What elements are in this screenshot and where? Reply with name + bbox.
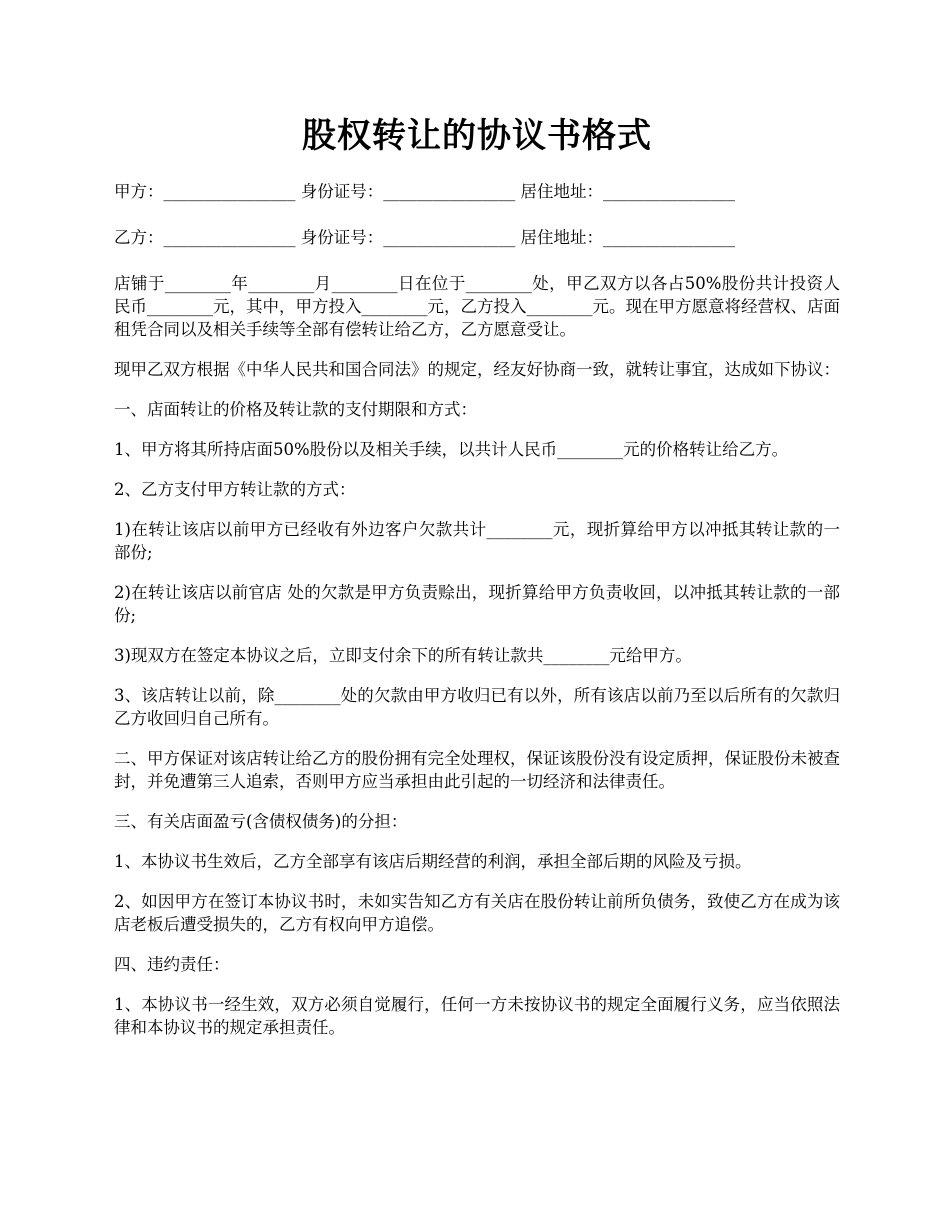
paragraph-agreement-basis: 现甲乙双方根据《中华人民共和国合同法》的规定，经友好协商一致，就转让事宜，达成如下协议： bbox=[114, 360, 840, 379]
section-heading-price-payment: 一、店面转让的价格及转让款的支付期限和方式： bbox=[114, 400, 477, 419]
clause-debt-ownership: 3、该店转让以前，除________处的欠款由甲方收归已有以外，所有该店以前乃至以后所有的欠款归乙方收回归自己所有。 bbox=[114, 686, 840, 728]
party-a-line: 甲方：________________ 身份证号：________________ 居住地址：________________ bbox=[114, 182, 735, 201]
clause-payment-method: 2、乙方支付甲方转让款的方式： bbox=[114, 480, 356, 499]
document-title: 股权转让的协议书格式 bbox=[302, 116, 652, 156]
subclause-credit-debts: 2)在转让该店以前官店 处的欠款是甲方负责赊出，现折算给甲方负责收回，以冲抵其转让款的一部份; bbox=[114, 583, 840, 625]
party-b-line: 乙方：________________ 身份证号：________________ 居住地址：________________ bbox=[114, 228, 735, 247]
paragraph-store-investment: 店铺于________年________月________日在位于________处，甲乙双方以各占50%股份共计投资人民币________元，其中，甲方投入________元，乙方投入________元。现在甲方愿意将经营权、店面租凭合同以及相关手续等全部有偿转让给乙方，乙方愿意受让。 bbox=[114, 274, 840, 339]
section-heading-profit-loss: 三、有关店面盈亏(含债权债务)的分担： bbox=[114, 812, 408, 831]
clause-undisclosed-debts: 2、如因甲方在签订本协议书时，未如实告知乙方有关店在股份转让前所负债务，致使乙方在成为该店老板后遭受损失的，乙方有权向甲方追偿。 bbox=[114, 892, 840, 934]
clause-breach-liability: 1、本协议书一经生效，双方必须自觉履行，任何一方未按协议书的规定全面履行义务，应当依照法律和本协议书的规定承担责任。 bbox=[114, 995, 840, 1037]
subclause-remaining-payment: 3)现双方在签定本协议之后，立即支付余下的所有转让款共________元给甲方。 bbox=[114, 646, 692, 665]
clause-transfer-price: 1、甲方将其所持店面50%股份以及相关手续，以共计人民币________元的价格转让给乙方。 bbox=[114, 440, 789, 459]
clause-profit-after-effect: 1、本协议书生效后，乙方全部享有该店后期经营的利润，承担全部后期的风险及亏损。 bbox=[114, 852, 752, 871]
section-guarantee: 二、甲方保证对该店转让给乙方的股份拥有完全处理权，保证该股份没有设定质押，保证股份未被查封，并免遭第三人追索，否则甲方应当承担由此引起的一切经济和法律责任。 bbox=[114, 749, 840, 791]
document-page bbox=[114, 112, 840, 1056]
section-heading-liability: 四、违约责任： bbox=[114, 955, 230, 974]
subclause-customer-debts: 1)在转让该店以前甲方已经收有外边客户欠款共计________元，现折算给甲方以冲抵其转让款的一部份; bbox=[114, 520, 840, 562]
